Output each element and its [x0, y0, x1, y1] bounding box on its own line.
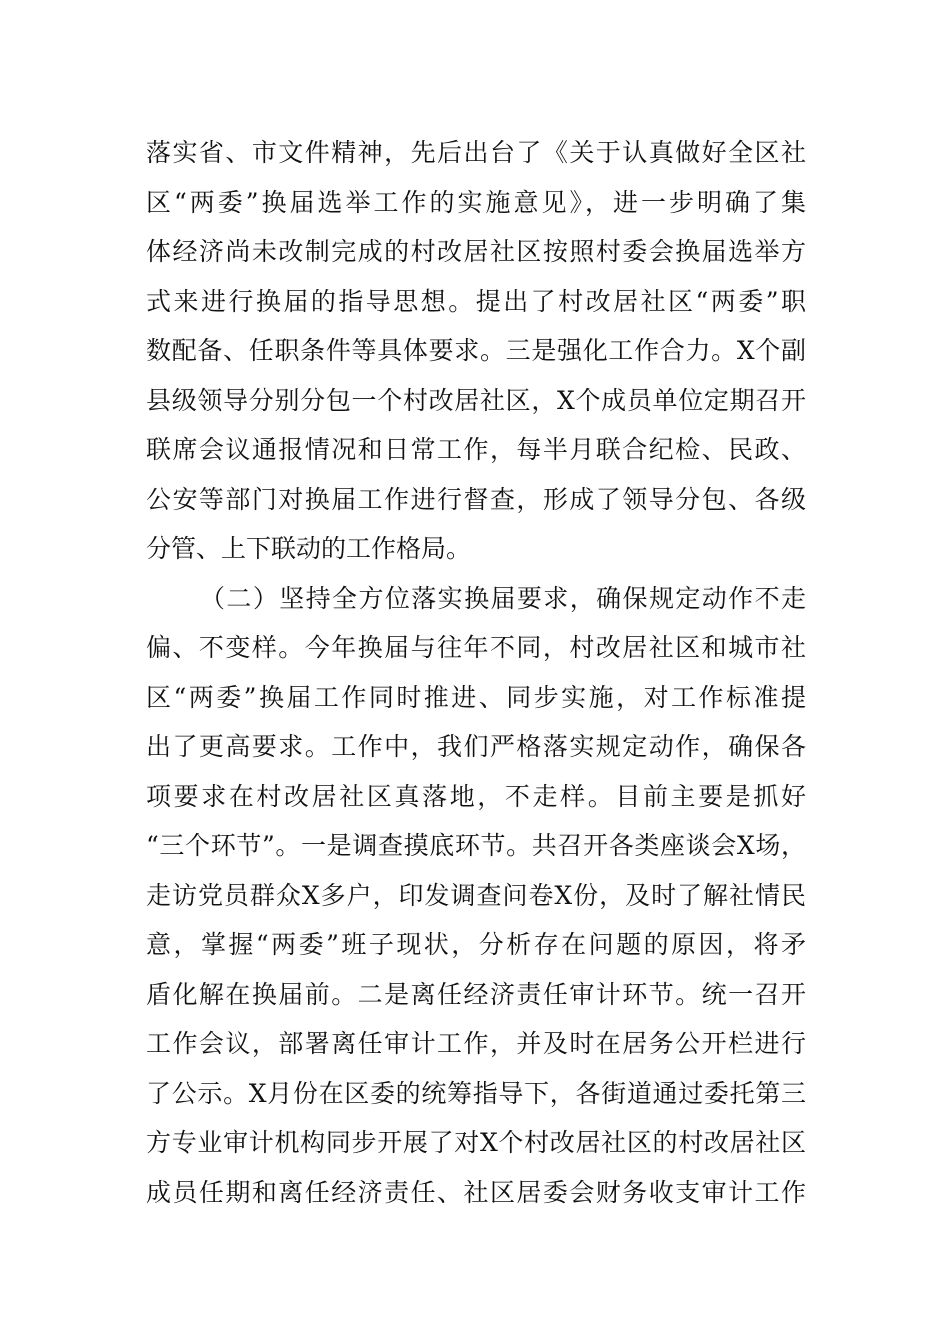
text-line: 工作会议，部署离任审计工作，并及时在居务公开栏进行 [146, 1029, 806, 1058]
text-line: 走访党员群众X多户，印发调查问卷X份，及时了解社情民 [146, 880, 806, 910]
text-line: 县级领导分别分包一个村改居社区，X个成员单位定期召开 [146, 385, 806, 415]
text-line: 公安等部门对换届工作进行督查，形成了领导分包、各级 [146, 484, 806, 514]
text-line: 盾化解在换届前。二是离任经济责任审计环节。统一召开 [146, 979, 806, 1009]
text-line: 方专业审计机构同步开展了对X个村改居社区的村改居社区 [146, 1128, 806, 1157]
text-line: 数配备、任职条件等具体要求。三是强化工作合力。X个副 [146, 336, 806, 365]
text-line: 区“两委”换届选举工作的实施意见》，进一步明确了集 [146, 187, 806, 217]
text-line: 体经济尚未改制完成的村改居社区按照村委会换届选举方 [146, 237, 806, 266]
text-line: 区“两委”换届工作同时推进、同步实施，对工作标准提 [146, 682, 806, 712]
text-line: 了公示。X月份在区委的统筹指导下，各街道通过委托第三 [146, 1078, 806, 1108]
text-line: 偏、不变样。今年换届与往年不同，村改居社区和城市社 [146, 633, 806, 662]
text-line: 式来进行换届的指导思想。提出了村改居社区“两委”职 [146, 286, 806, 316]
section-heading-line: （二）坚持全方位落实换届要求，确保规定动作不走 [200, 583, 806, 613]
text-line: 联席会议通报情况和日常工作，每半月联合纪检、民政、 [146, 435, 806, 464]
body-text [146, 128, 806, 1217]
text-line: 落实省、市文件精神，先后出台了《关于认真做好全区社 [146, 138, 806, 167]
text-line: 意，掌握“两委”班子现状，分析存在问题的原因，将矛 [146, 930, 806, 959]
paragraph-end-line: 分管、上下联动的工作格局。 [146, 534, 472, 563]
text-line: 成员任期和离任经济责任、社区居委会财务收支审计工作 [146, 1177, 806, 1207]
text-line: 项要求在村改居社区真落地，不走样。目前主要是抓好 [146, 781, 806, 811]
text-line: 出了更高要求。工作中，我们严格落实规定动作，确保各 [146, 732, 806, 761]
text-line: “三个环节”。一是调查摸底环节。共召开各类座谈会X场， [146, 831, 806, 860]
